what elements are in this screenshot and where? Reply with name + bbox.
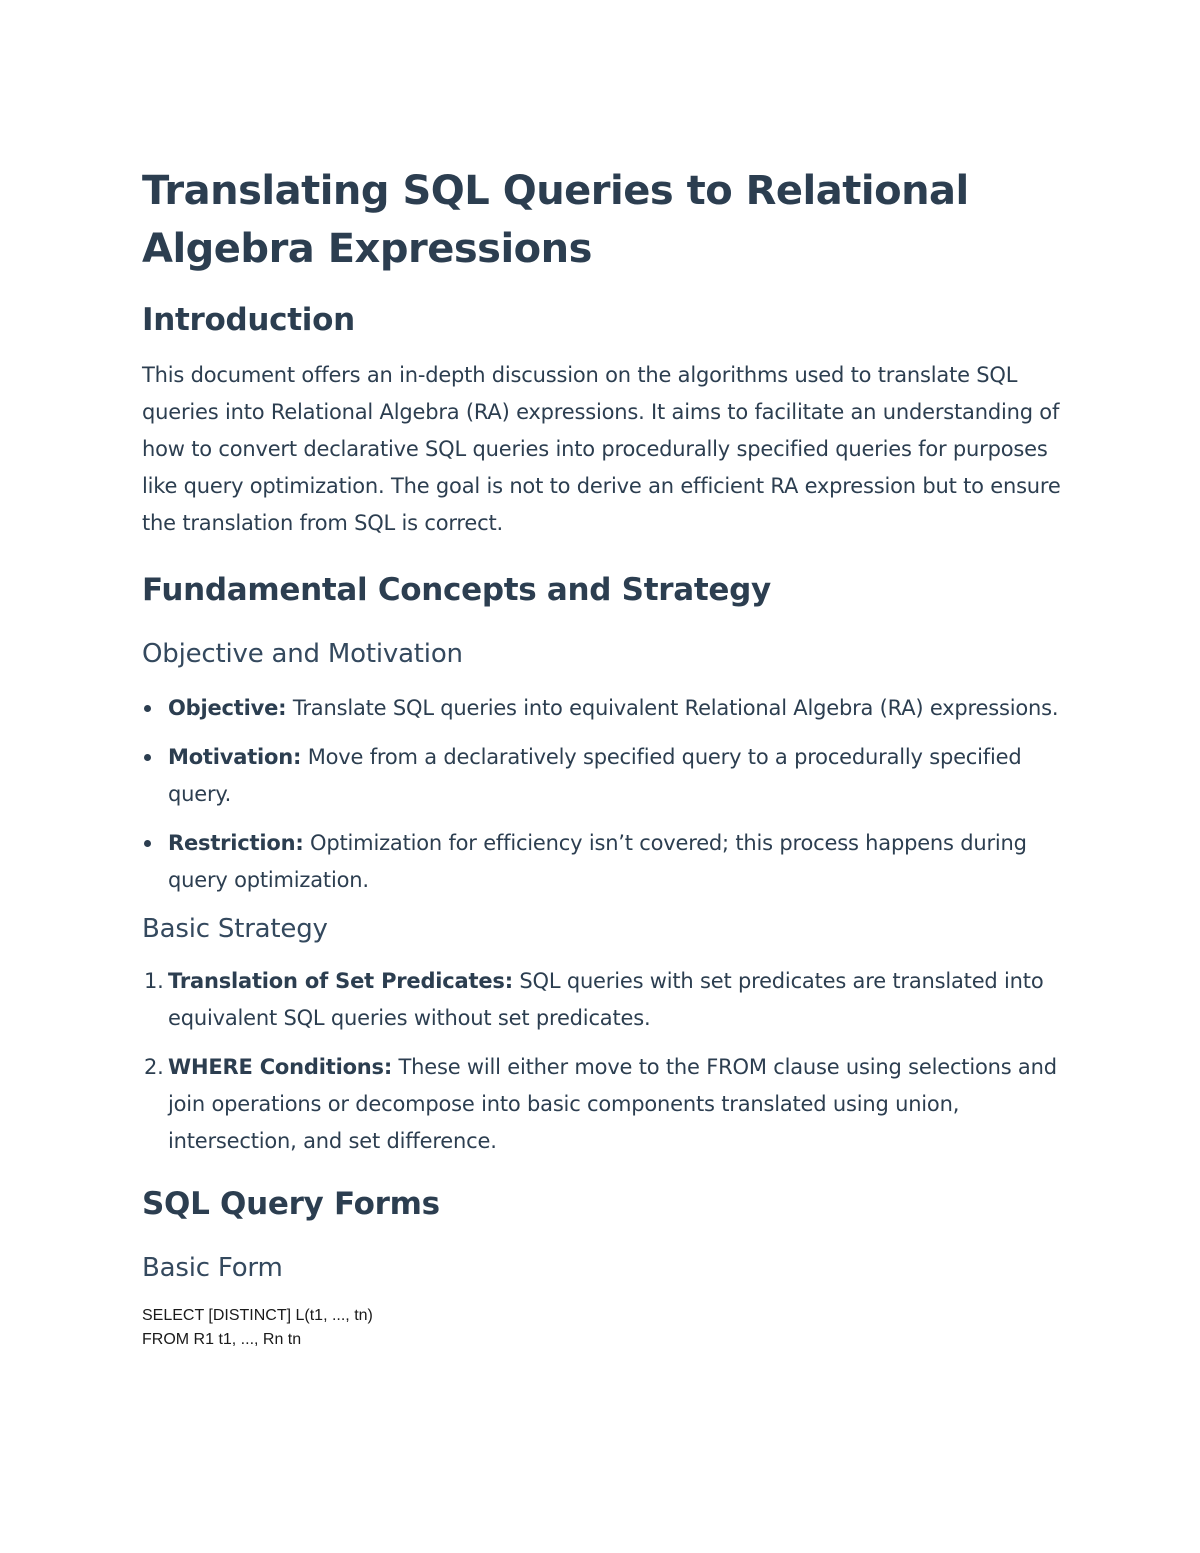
list-item-number: 1. bbox=[144, 969, 164, 993]
list-item-term: Objective bbox=[168, 696, 279, 720]
list-item: Objective: Translate SQL queries into equivalent Relational Algebra (RA) expressions. bbox=[142, 690, 1070, 727]
list-item-text: These will either move to the FROM clause using selections and join operations or decompose into basic components translated using union, intersection, and set difference. bbox=[168, 1055, 1057, 1153]
list-item-text: Move from a declaratively specified query to a procedurally specified query. bbox=[168, 745, 1022, 806]
list-item-term: WHERE Conditions bbox=[168, 1055, 384, 1079]
objective-motivation-heading: Objective and Motivation bbox=[142, 639, 463, 669]
list-item-term: Motivation bbox=[168, 745, 294, 769]
basic-strategy-heading: Basic Strategy bbox=[142, 914, 328, 944]
code-line: SELECT [DISTINCT] L(t1, ..., tn) bbox=[142, 1307, 373, 1324]
introduction-paragraph: This document offers an in-depth discussion on the algorithms used to translate SQL queries into Relational Algebra (RA) expressions. It aims to facilitate an understanding of how to convert declarative SQL queries into procedurally specified queries for purposes like query optimization. The goal is not to derive an efficient RA expression but to ensure the translation from SQL is correct. bbox=[142, 363, 1061, 535]
code-line: FROM R1 t1, ..., Rn tn bbox=[142, 1331, 302, 1348]
list-item-text: Translate SQL queries into equivalent Relational Algebra (RA) expressions. bbox=[286, 696, 1059, 720]
objective-list bbox=[142, 690, 1070, 899]
list-item-term: Translation of Set Predicates bbox=[168, 969, 505, 993]
sql-query-forms-heading: SQL Query Forms bbox=[142, 1186, 440, 1222]
list-item-text: SQL queries with set predicates are translated into equivalent SQL queries without set predicates. bbox=[168, 969, 1044, 1030]
code-block bbox=[142, 1304, 1070, 1352]
fundamental-concepts-heading: Fundamental Concepts and Strategy bbox=[142, 572, 771, 608]
list-item: Restriction: Optimization for efficiency isn’t covered; this process happens during query optimization. bbox=[142, 825, 1070, 899]
basic-form-heading: Basic Form bbox=[142, 1253, 283, 1283]
list-item: Motivation: Move from a declaratively specified query to a procedurally specified query. bbox=[142, 739, 1070, 813]
list-item-text: Optimization for efficiency isn’t covered; this process happens during query optimization. bbox=[168, 831, 1027, 892]
list-item: 1. Translation of Set Predicates: SQL queries with set predicates are translated into equivalent SQL queries without set predicates. bbox=[142, 963, 1070, 1037]
introduction-heading: Introduction bbox=[142, 302, 355, 338]
list-item-term: Restriction bbox=[168, 831, 296, 855]
list-item: 2. WHERE Conditions: These will either move to the FROM clause using selections and join operations or decompose into basic components translated using union, intersection, and set difference. bbox=[142, 1049, 1070, 1160]
strategy-list bbox=[142, 963, 1070, 1160]
list-item-number: 2. bbox=[144, 1055, 164, 1079]
document-title: Translating SQL Queries to Relational Algebra Expressions bbox=[142, 168, 969, 272]
